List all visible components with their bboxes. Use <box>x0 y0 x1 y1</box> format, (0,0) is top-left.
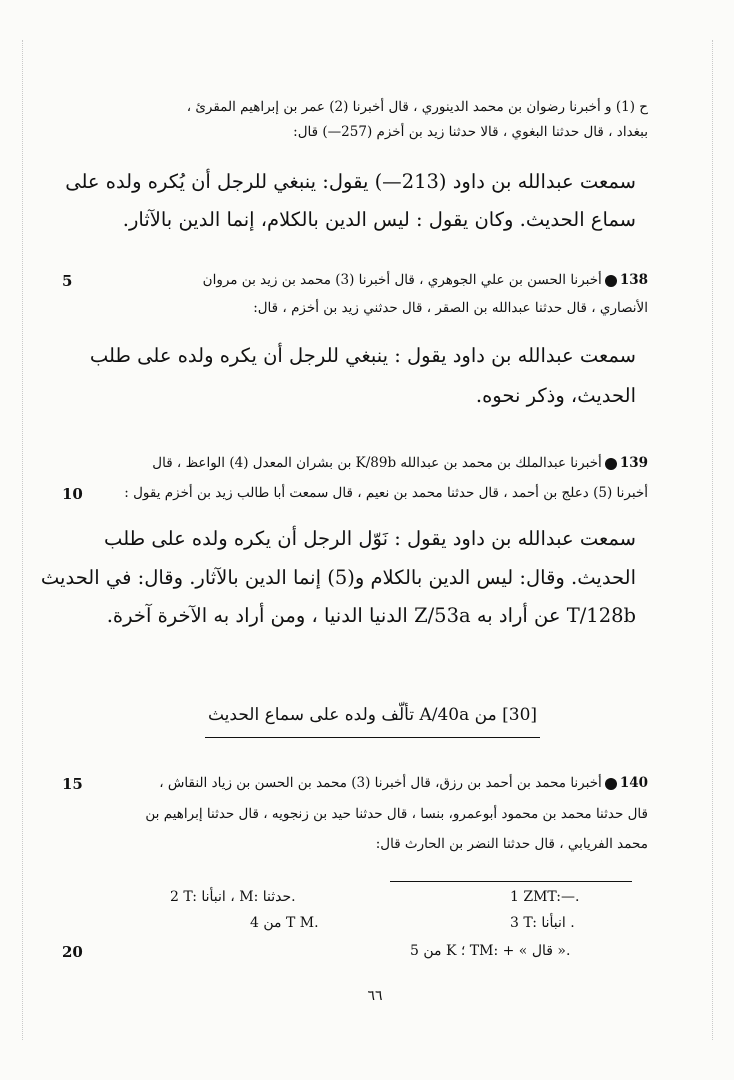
isnad-139-line-1 <box>88 455 648 471</box>
footnote-separator <box>390 881 632 882</box>
isnad-140-text-1: أخبرنا محمد بن أحمد بن رزق، قال أخبرنا (3) محمد بن الحسن بن زياد النقاش ، <box>159 775 602 791</box>
isnad-138-text-1: أخبرنا الحسن بن علي الجوهري ، قال أخبرنا (3) محمد بن زيد بن مروان <box>202 272 602 288</box>
bullet-icon <box>605 275 617 287</box>
isnad-140-line-1 <box>108 775 648 791</box>
scan-artifact-left <box>22 40 23 1040</box>
isnad-140-line-3: محمد الفريابي ، قال حدثنا النضر بن الحارث قال: <box>375 836 648 852</box>
matn-139-line-1: سمعت عبدالله بن داود يقول : نَوّل الرجل أن يكره ولده على طلب <box>104 527 636 550</box>
footnote-2: 2 T: انبأنا ، M: حدثنا. <box>170 889 296 905</box>
hadith-number-140: 140 <box>619 775 648 791</box>
matn-138-line-2: الحديث، وذكر نحوه. <box>475 384 636 407</box>
bullet-icon <box>605 458 617 470</box>
matn-139-line-2: الحديث. وقال: ليس الدين بالكلام و(5) إنما الدين بالآثار. وقال: في الحديث <box>40 566 636 589</box>
isnad-139-line-2: أخبرنا (5) دعلج بن أحمد ، قال حدثنا محمد بن نعيم ، قال سمعت أبا طالب زيد بن أخزم يقول : <box>124 485 648 501</box>
isnad-138-line-1 <box>108 272 648 288</box>
isnad-138-line-2: الأنصاري ، قال حدثنا عبدالله بن الصقر ، قال حدثني زيد بن أخزم ، قال: <box>253 300 648 316</box>
bullet-icon <box>605 778 617 790</box>
page-number: ٦٦ <box>367 988 383 1004</box>
chapter-heading: [30] من A/40a تألّف ولده على سماع الحديث <box>205 697 540 738</box>
footnote-3: 3 T: انبأنا . <box>510 915 575 931</box>
line-number-5: 5 <box>62 272 73 290</box>
matn-137-line-1: سمعت عبدالله بن داود (213—) يقول: ينبغي للرجل أن يُكره ولده على <box>65 170 636 193</box>
matn-139-line-3: T/128b عن أراد به Z/53a الدنيا الدنيا ، ومن أراد به الآخرة آخرة. <box>106 604 636 627</box>
isnad-139-text-1: أخبرنا عبدالملك بن محمد بن عبدالله K/89b بن بشران المعدل (4) الواعظ ، قال <box>152 455 602 471</box>
isnad-137-line-2: ببغداد ، قال حدثنا البغوي ، قالا حدثنا زيد بن أخزم (257—) قال: <box>293 124 648 140</box>
hadith-number-139: 139 <box>619 455 648 471</box>
footnote-4: 4 من T M. <box>250 915 319 931</box>
matn-138-line-1: سمعت عبدالله بن داود يقول : ينبغي للرجل أن يكره ولده على طلب <box>89 344 636 367</box>
line-number-20: 20 <box>62 943 83 961</box>
footnote-5: 5 من K ؛ TM: + « قال ». <box>410 943 571 959</box>
scan-artifact-right <box>712 40 713 1040</box>
isnad-140-line-2: قال حدثنا محمد بن محمود أبوعمرو، بنسا ، قال حدثنا حيد بن زنجويه ، قال حدثنا إبراهيم بن <box>145 806 648 822</box>
isnad-137-line-1: ح (1) و أخبرنا رضوان بن محمد الدينوري ، قال أخبرنا (2) عمر بن إبراهيم المقرئ ، <box>186 99 648 115</box>
hadith-number-138: 138 <box>619 272 648 288</box>
line-number-15: 15 <box>62 775 83 793</box>
matn-137-line-2: سماع الحديث. وكان يقول : ليس الدين بالكلام، إنما الدين بالآثار. <box>122 208 636 231</box>
footnote-1: 1 ZMT:—. <box>510 889 580 905</box>
line-number-10: 10 <box>62 485 83 503</box>
